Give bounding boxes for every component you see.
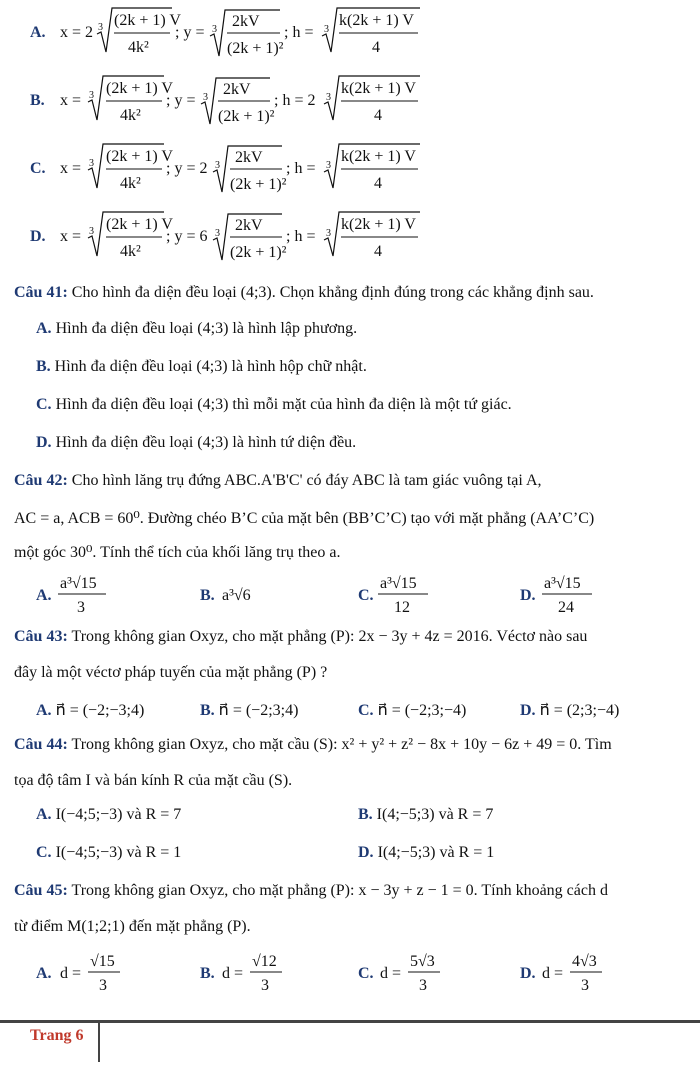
svg-text:; y = 2: ; y = 2 (166, 160, 208, 177)
svg-text:2kV: 2kV (223, 81, 251, 98)
fraction-den: 3 (419, 977, 427, 994)
svg-text:; h = 2: ; h = 2 (274, 92, 316, 109)
question-41 (14, 284, 694, 302)
prev-option-a (0, 0, 700, 62)
svg-text:k(2k + 1) V: k(2k + 1) V (341, 80, 416, 97)
question-text: AC = a, ACB = 60⁰. Đường chéo B’C của mặt bên (BB’C’C) tạo với mặt phẳng (AA’C’C) (14, 510, 595, 527)
fraction-den: 24 (558, 599, 574, 616)
svg-text:2kV: 2kV (235, 217, 263, 234)
question-label: Câu 44: (14, 736, 68, 753)
q41-option-c (36, 396, 700, 414)
question-label: Câu 43: (14, 628, 68, 645)
q43-line2 (14, 664, 694, 682)
svg-text:(2k + 1) V: (2k + 1) V (106, 80, 173, 97)
q41-option-d (36, 434, 700, 452)
svg-text:4k²: 4k² (120, 243, 141, 260)
question-text: Cho hình lăng trụ đứng ABC.A'B'C' có đáy ABC là tam giác vuông tại A, (71, 472, 542, 489)
fraction-num: 5√3 (410, 953, 435, 970)
svg-text:4: 4 (374, 243, 382, 260)
svg-text:x = 2: x = 2 (60, 24, 94, 41)
page-number: Trang 6 (30, 1027, 84, 1044)
option-label: D. (520, 587, 536, 604)
svg-text:(2k + 1) V: (2k + 1) V (106, 216, 173, 233)
option-label: B. (200, 965, 215, 982)
option-text: Hình đa diện đều loại (4;3) là hình tứ diện đều. (55, 434, 357, 451)
svg-text:3: 3 (98, 22, 103, 33)
fraction-num: √12 (252, 953, 277, 970)
q43-option-c: C. n⃗ = (−2;3;−4) (358, 702, 467, 719)
svg-text:3: 3 (89, 158, 94, 169)
svg-text:3: 3 (215, 160, 220, 171)
svg-text:(2k + 1) V: (2k + 1) V (106, 148, 173, 165)
q41-option-b (36, 358, 700, 376)
q44-option-b: B. I(4;−5;3) và R = 7 (358, 806, 494, 823)
svg-text:3: 3 (324, 24, 329, 35)
fraction-num: 4√3 (572, 953, 597, 970)
svg-text:(2k + 1)²: (2k + 1)² (218, 108, 275, 125)
option-label: C. (358, 587, 374, 604)
question-text: Trong không gian Oxyz, cho mặt phẳng (P): x − 3y + z − 1 = 0. Tính khoảng cách d (71, 882, 608, 899)
option-label: D. (30, 228, 46, 245)
option-text: a³√6 (222, 587, 251, 604)
q44-option-c: C. I(−4;5;−3) và R = 1 (36, 844, 182, 861)
q44-option-d: D. I(4;−5;3) và R = 1 (358, 844, 495, 861)
option-label: A. (36, 320, 52, 337)
option-label: D. (36, 434, 52, 451)
svg-text:4k²: 4k² (128, 39, 149, 56)
question-label: Câu 42: (14, 472, 68, 489)
option-label: C. (30, 160, 46, 177)
question-text: một góc 30⁰. Tính thể tích của khối lăng trụ theo a. (14, 544, 341, 561)
svg-text:3: 3 (326, 92, 331, 103)
svg-text:d =: d = (222, 965, 244, 982)
option-label: C. (36, 396, 52, 413)
svg-text:k(2k + 1) V: k(2k + 1) V (341, 148, 416, 165)
svg-text:x =: x = (60, 160, 82, 177)
fraction-den: 3 (99, 977, 107, 994)
formula-c (0, 136, 700, 198)
fraction-num: a³√15 (380, 575, 417, 592)
svg-text:x =: x = (60, 92, 82, 109)
question-text: từ điểm M(1;2;1) đến mặt phẳng (P). (14, 918, 251, 935)
prev-option-b (0, 68, 700, 130)
fraction-den: 12 (394, 599, 410, 616)
svg-text:2kV: 2kV (232, 13, 260, 30)
svg-text:(2k + 1)²: (2k + 1)² (230, 244, 287, 261)
prev-option-c (0, 136, 700, 198)
svg-text:d =: d = (60, 965, 82, 982)
option-label: A. (30, 24, 46, 41)
question-label: Câu 45: (14, 882, 68, 899)
fraction-den: 3 (581, 977, 589, 994)
svg-text:; h =: ; h = (286, 228, 316, 245)
svg-text:3: 3 (212, 24, 217, 35)
svg-text:4: 4 (374, 175, 382, 192)
svg-text:; y = 6: ; y = 6 (166, 228, 208, 245)
fraction-den: 3 (77, 599, 85, 616)
question-text: đây là một véctơ pháp tuyến của mặt phẳng (P) ? (14, 664, 328, 681)
q42-line3 (14, 542, 694, 562)
option-label: C. (358, 965, 374, 982)
prev-option-d (0, 204, 700, 266)
question-text: Trong không gian Oxyz, cho mặt cầu (S): x² + y² + z² − 8x + 10y − 6z + 49 = 0. Tìm (71, 736, 612, 753)
svg-text:k(2k + 1) V: k(2k + 1) V (341, 216, 416, 233)
option-text: Hình đa diện đều loại (4;3) là hình lập phương. (55, 320, 358, 337)
question-label: Câu 41: (14, 284, 68, 301)
option-label: B. (30, 92, 45, 109)
q45-line2 (14, 918, 694, 936)
q45-options (0, 944, 700, 1000)
svg-text:(2k + 1)²: (2k + 1)² (230, 176, 287, 193)
q44-line2 (14, 772, 694, 790)
q43-option-d: D. n⃗ = (2;3;−4) (520, 702, 620, 719)
svg-text:(2k + 1)²: (2k + 1)² (227, 40, 284, 57)
question-44 (14, 736, 694, 754)
svg-text:3: 3 (203, 92, 208, 103)
svg-text:; y =: ; y = (166, 92, 196, 109)
svg-text:d =: d = (380, 965, 402, 982)
fraction-num: a³√15 (544, 575, 581, 592)
q42-options (0, 566, 700, 620)
svg-text:3: 3 (215, 228, 220, 239)
svg-text:; h =: ; h = (284, 24, 314, 41)
formula-b (0, 68, 700, 130)
question-text: tọa độ tâm I và bán kính R của mặt cầu (S). (14, 772, 293, 789)
question-45 (14, 882, 694, 900)
svg-text:3: 3 (89, 226, 94, 237)
svg-text:; h =: ; h = (286, 160, 316, 177)
footer-divider (0, 1020, 700, 1023)
question-text: Trong không gian Oxyz, cho mặt phẳng (P): 2x − 3y + 4z = 2016. Véctơ nào sau (71, 628, 588, 645)
svg-text:x =: x = (60, 228, 82, 245)
svg-text:; y =: ; y = (175, 24, 205, 41)
option-label: D. (520, 965, 536, 982)
option-label: B. (36, 358, 51, 375)
formula-a (0, 0, 700, 62)
svg-text:3: 3 (326, 160, 331, 171)
question-text: Cho hình đa diện đều loại (4;3). Chọn khẳng định đúng trong các khẳng định sau. (71, 284, 594, 301)
formula-d (0, 204, 700, 266)
svg-text:3: 3 (326, 228, 331, 239)
question-43 (14, 628, 694, 646)
q42-line2 (14, 508, 694, 528)
q42-answers (0, 566, 700, 620)
q43-option-a: A. n⃗ = (−2;−3;4) (36, 702, 145, 719)
svg-text:k(2k + 1) V: k(2k + 1) V (339, 12, 414, 29)
svg-text:(2k + 1) V: (2k + 1) V (114, 12, 181, 29)
fraction-den: 3 (261, 977, 269, 994)
q45-answers (0, 944, 700, 1000)
option-label: A. (36, 587, 52, 604)
q41-option-a (36, 320, 700, 338)
svg-text:d =: d = (542, 965, 564, 982)
footer-separator (98, 1022, 100, 1062)
option-label: B. (200, 587, 215, 604)
option-label: A. (36, 965, 52, 982)
svg-text:4: 4 (372, 39, 380, 56)
q44-option-a: A. I(−4;5;−3) và R = 7 (36, 806, 182, 823)
q43-option-b: B. n⃗ = (−2;3;4) (200, 702, 299, 719)
option-text: Hình đa diện đều loại (4;3) là hình hộp chữ nhật. (54, 358, 367, 375)
svg-text:2kV: 2kV (235, 149, 263, 166)
svg-text:4k²: 4k² (120, 107, 141, 124)
svg-text:3: 3 (89, 90, 94, 101)
fraction-num: a³√15 (60, 575, 97, 592)
svg-text:4k²: 4k² (120, 175, 141, 192)
fraction-num: √15 (90, 953, 115, 970)
option-text: Hình đa diện đều loại (4;3) thì mỗi mặt của hình đa diện là một tứ giác. (55, 396, 512, 413)
question-42 (14, 472, 694, 490)
svg-text:4: 4 (374, 107, 382, 124)
